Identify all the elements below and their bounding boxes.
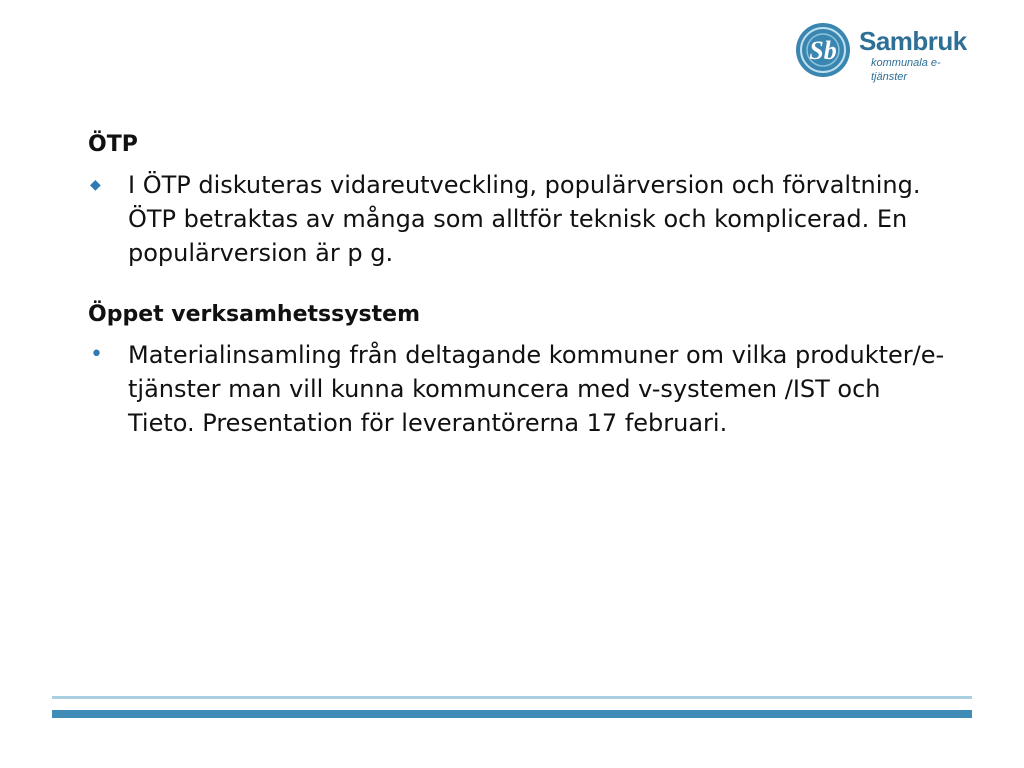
footer-rule-thin [52, 696, 972, 699]
section-otp [88, 130, 968, 270]
logo-monogram: Sb [809, 36, 837, 65]
bullet-item [88, 338, 968, 440]
sambruk-logo [795, 22, 975, 83]
bullet-text: Materialinsamling från deltagande kommuner om vilka produkter/e-tjänster man vill kunna kommuncera med v-systemen /IST och Tieto. Presentation för leverantörerna 17 februari. [128, 341, 945, 437]
footer-rule-thick [52, 710, 972, 718]
section-heading: ÖTP [88, 132, 138, 157]
bullet-item [88, 168, 968, 270]
section-oppet-verksamhetssystem [88, 300, 968, 440]
diamond-bullet-icon: ◆ [90, 177, 101, 193]
logo-name: Sambruk [859, 26, 967, 56]
sambruk-logo-icon [795, 22, 851, 78]
section-heading: Öppet verksamhetssystem [88, 302, 420, 327]
dot-bullet-icon: • [90, 342, 103, 367]
bullet-text: I ÖTP diskuteras vidareutveckling, populärversion och förvaltning. ÖTP betraktas av många som alltför teknisk och komplicerad. En populärversion är p g. [128, 171, 921, 267]
logo-tagline: kommunala e-tjänster [871, 57, 941, 83]
slide-content [88, 130, 968, 440]
